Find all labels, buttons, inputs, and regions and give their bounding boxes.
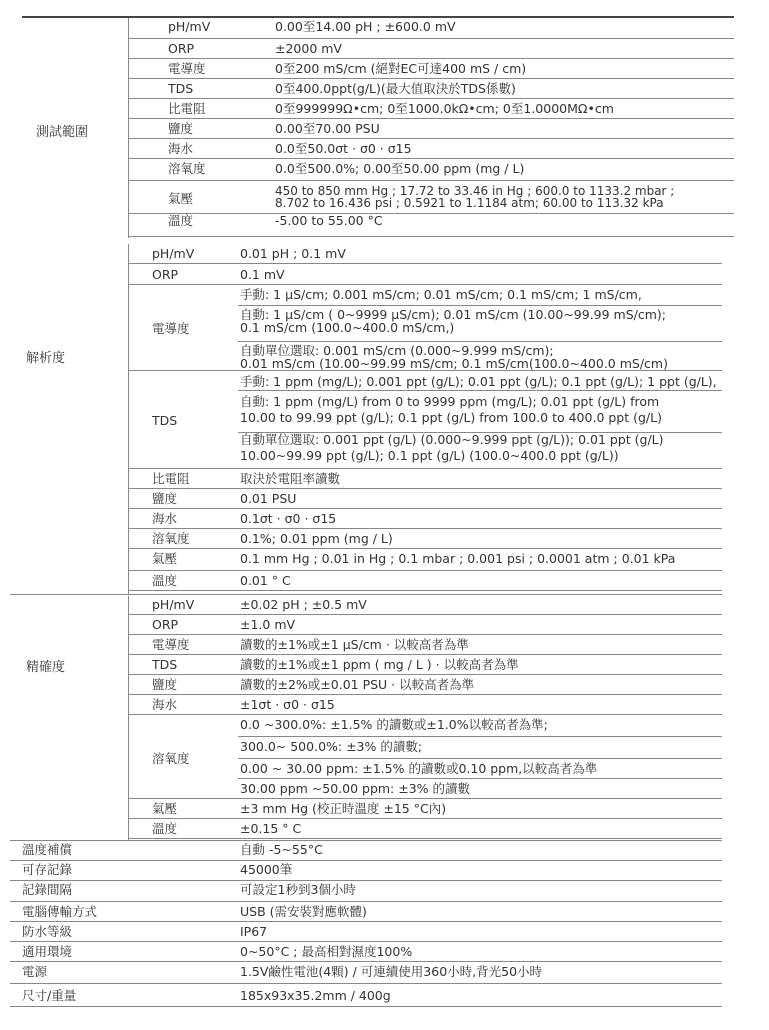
resolution-row-divider <box>128 528 722 529</box>
accuracy-row-label: 海水 <box>152 697 178 712</box>
resolution-row-value: 自動單位選取: 0.001 ppt (g/L) (0.000~9.999 ppt (g/L)); 0.01 ppt (g/L) <box>240 432 664 447</box>
range-row-value: 0.00至70.00 PSU <box>275 121 380 136</box>
general-spec-value: 1.5V鹼性電池(4顆) / 可連續使用360小時,背光50小時 <box>240 964 543 979</box>
resolution-row-divider <box>128 284 722 285</box>
resolution-row-label: 溶氧度 <box>152 531 190 546</box>
accuracy-row-divider <box>128 674 722 675</box>
accuracy-row-value: 讀數的±1%或±1 µS/cm · 以較高者為準 <box>240 637 469 652</box>
range-row-divider <box>128 58 734 59</box>
resolution-row-divider <box>128 263 722 264</box>
resolution-row-value: 0.1%; 0.01 ppm (mg / L) <box>240 531 393 546</box>
accuracy-subrow-divider <box>238 778 722 779</box>
accuracy-row-label: 氣壓 <box>152 801 178 816</box>
resolution-row-value: 0.1σt · σ0 · σ15 <box>240 511 337 526</box>
accuracy-row-divider <box>128 694 722 695</box>
range-row-label: 溶氧度 <box>168 161 206 176</box>
accuracy-row-value: ±3 mm Hg (校正時溫度 ±15 °C內) <box>240 801 447 816</box>
resolution-row-value: 10.00 to 99.99 ppt (g/L); 0.1 ppt (g/L) from 100.0 to 400.0 ppt (g/L) <box>240 410 662 425</box>
resolution-row-divider <box>128 468 722 469</box>
range-row-value: 0.0至50.0σt · σ0 · σ15 <box>275 141 412 156</box>
accuracy-subrow-divider <box>238 736 722 737</box>
accuracy-row-label: pH/mV <box>152 597 195 612</box>
accuracy-row-divider <box>128 614 722 615</box>
resolution-row-divider <box>128 548 722 549</box>
range-row-divider <box>128 98 734 99</box>
general-spec-value: 45000筆 <box>240 862 293 877</box>
range-row-value: -5.00 to 55.00 °C <box>275 213 383 228</box>
resolution-subrow-divider <box>238 432 722 433</box>
resolution-row-value: 自動: 1 ppm (mg/L) from 0 to 9999 ppm (mg/L); 0.01 ppt (g/L) from <box>240 394 660 409</box>
general-spec-value: 可設定1秒到3個小時 <box>240 882 356 897</box>
accuracy-row-divider <box>128 634 722 635</box>
range-row-value: 0.0至500.0%; 0.00至50.00 ppm (mg / L) <box>275 161 525 176</box>
accuracy-row-value: 0.0 ~300.0%: ±1.5% 的讀數或±1.0%以較高者為準; <box>240 717 548 732</box>
accuracy-row-divider <box>128 798 722 799</box>
accuracy-row-divider <box>128 714 722 715</box>
general-spec-label: 記錄間隔 <box>22 882 73 897</box>
general-spec-label: 溫度補償 <box>22 842 73 857</box>
range-row-label: 比電阻 <box>168 101 206 116</box>
section-title-accuracy: 精確度 <box>26 660 66 675</box>
resolution-row-value: 0.01 ° C <box>240 573 291 588</box>
accuracy-row-value: ±1.0 mV <box>240 617 296 632</box>
resolution-row-label: 電導度 <box>152 321 190 336</box>
range-row-value: 0至999999Ω•cm; 0至1000.0kΩ•cm; 0至1.0000MΩ•cm <box>275 101 614 116</box>
resolution-row-label: 比電阻 <box>152 471 190 486</box>
range-row-label: 氣壓 <box>168 191 194 206</box>
resolution-row-value: 0.1 mV <box>240 267 285 282</box>
general-row-divider <box>10 941 722 942</box>
resolution-row-label: ORP <box>152 267 179 282</box>
range-row-divider <box>128 138 734 139</box>
accuracy-row-value: 讀數的±2%或±0.01 PSU · 以較高者為準 <box>240 677 475 692</box>
range-row-label: pH/mV <box>168 19 211 34</box>
range-row-divider <box>128 180 734 181</box>
resolution-row-value: 手動: 1 ppm (mg/L); 0.001 ppt (g/L); 0.01 ppt (g/L); 0.1 ppt (g/L); 1 ppt (g/L), <box>240 374 717 389</box>
general-spec-value: 185x93x35.2mm / 400g <box>240 988 391 1003</box>
resolution-row-divider <box>128 570 722 571</box>
range-row-label: 溫度 <box>168 213 194 228</box>
general-spec-value: USB (需安裝對應軟體) <box>240 904 367 919</box>
resolution-row-label: TDS <box>152 413 178 428</box>
accuracy-row-value: ±0.15 ° C <box>240 821 302 836</box>
resolution-row-label: 海水 <box>152 511 178 526</box>
general-spec-label: 可存記錄 <box>22 862 73 877</box>
resolution-row-value: 0.01 pH ; 0.1 mV <box>240 246 346 261</box>
range-row-divider <box>128 213 734 214</box>
general-spec-label: 尺寸/重量 <box>22 988 77 1003</box>
resolution-row-label: 氣壓 <box>152 551 178 566</box>
range-row-divider <box>128 158 734 159</box>
section-divider <box>10 840 722 841</box>
general-row-divider <box>10 961 722 962</box>
section-title-range: 測試範圍 <box>36 125 89 140</box>
section-divider <box>10 594 722 595</box>
accuracy-row-label: TDS <box>152 657 178 672</box>
accuracy-row-label: 溶氧度 <box>152 751 190 766</box>
range-row-label: 電導度 <box>168 61 206 76</box>
range-row-divider <box>128 236 734 237</box>
range-row-divider <box>128 78 734 79</box>
resolution-row-value: 自動單位選取: 0.001 mS/cm (0.000~9.999 mS/cm); <box>240 343 554 358</box>
general-spec-label: 電源 <box>22 964 48 979</box>
resolution-row-value: 0.1 mm Hg ; 0.01 in Hg ; 0.1 mbar ; 0.001 psi ; 0.0001 atm ; 0.01 kPa <box>240 551 676 566</box>
general-row-divider <box>10 880 722 881</box>
accuracy-row-divider <box>128 838 722 839</box>
range-label-divider <box>128 18 129 238</box>
accuracy-row-label: ORP <box>152 617 179 632</box>
resolution-label-divider <box>128 244 129 594</box>
resolution-row-label: 鹽度 <box>152 491 178 506</box>
accuracy-row-divider <box>128 654 722 655</box>
accuracy-subrow-divider <box>238 758 722 759</box>
range-row-value: ±2000 mV <box>275 41 342 56</box>
general-row-divider <box>10 921 722 922</box>
resolution-row-value: 自動: 1 µS/cm ( 0~9999 µS/cm); 0.01 mS/cm (10.00~99.99 mS/cm); <box>240 307 667 322</box>
accuracy-row-label: 鹽度 <box>152 677 178 692</box>
range-row-value: 0.00至14.00 pH ; ±600.0 mV <box>275 19 456 34</box>
resolution-row-divider <box>128 508 722 509</box>
general-row-divider <box>10 1006 722 1007</box>
resolution-row-value: 取決於電阻率讀數 <box>240 471 341 486</box>
range-row-divider <box>128 38 734 39</box>
general-spec-value: IP67 <box>240 924 268 939</box>
general-row-divider <box>10 983 722 984</box>
resolution-row-divider <box>128 590 722 591</box>
range-row-label: 海水 <box>168 141 194 156</box>
range-row-value: 0至200 mS/cm (絕對EC可達400 mS / cm) <box>275 61 527 76</box>
range-row-value: 450 to 850 mm Hg ; 17.72 to 33.46 in Hg ; 600.0 to 1133.2 mbar ; <box>275 184 675 198</box>
resolution-row-label: pH/mV <box>152 246 195 261</box>
resolution-row-label: 溫度 <box>152 573 178 588</box>
general-spec-label: 電腦傳輸方式 <box>22 904 98 919</box>
section-title-resolution: 解析度 <box>26 351 66 366</box>
range-row-label: ORP <box>168 41 195 56</box>
general-spec-value: 自動 -5~55°C <box>240 842 323 857</box>
general-spec-label: 防水等級 <box>22 924 73 939</box>
accuracy-row-value: ±0.02 pH ; ±0.5 mV <box>240 597 367 612</box>
accuracy-row-value: 30.00 ppm ~50.00 ppm: ±3% 的讀數 <box>240 781 471 796</box>
resolution-row-value: 0.01 PSU <box>240 491 297 506</box>
resolution-row-value: 手動: 1 µS/cm; 0.001 mS/cm; 0.01 mS/cm; 0.1 mS/cm; 1 mS/cm, <box>240 287 642 302</box>
accuracy-row-divider <box>128 818 722 819</box>
range-row-label: 鹽度 <box>168 121 194 136</box>
resolution-row-divider <box>128 370 722 371</box>
range-row-value: 8.702 to 16.436 psi ; 0.5921 to 1.1184 atm; 60.00 to 113.32 kPa <box>275 196 664 210</box>
range-row-divider <box>128 118 734 119</box>
accuracy-row-value: 0.00 ~ 30.00 ppm: ±1.5% 的讀數或0.10 ppm,以較高者為準 <box>240 761 598 776</box>
range-row-value: 0至400.0ppt(g/L)(最大值取決於TDS係數) <box>275 81 516 96</box>
general-row-divider <box>10 901 722 902</box>
resolution-subrow-divider <box>238 305 722 306</box>
accuracy-row-value: 讀數的±1%或±1 ppm ( mg / L ) · 以較高者為準 <box>240 657 519 672</box>
resolution-row-value: 10.00~99.99 ppt (g/L); 0.1 ppt (g/L) (100.0~400.0 ppt (g/L)) <box>240 448 619 463</box>
accuracy-row-label: 溫度 <box>152 821 178 836</box>
accuracy-row-value: 300.0~ 500.0%: ±3% 的讀數; <box>240 739 423 754</box>
resolution-subrow-divider <box>238 341 722 342</box>
range-row-label: TDS <box>168 81 194 96</box>
general-row-divider <box>10 860 722 861</box>
resolution-row-value: 0.01 mS/cm (10.00~99.99 mS/cm; 0.1 mS/cm(100.0~400.0 mS/cm) <box>240 356 668 371</box>
general-spec-value: 0~50°C ; 最高相對濕度100% <box>240 944 413 959</box>
accuracy-row-label: 電導度 <box>152 637 190 652</box>
accuracy-row-value: ±1σt · σ0 · σ15 <box>240 697 335 712</box>
general-spec-label: 適用環境 <box>22 944 73 959</box>
resolution-subrow-divider <box>238 390 722 391</box>
resolution-row-value: 0.1 mS/cm (100.0~400.0 mS/cm,) <box>240 320 455 335</box>
resolution-row-divider <box>128 488 722 489</box>
accuracy-label-divider <box>128 596 129 840</box>
